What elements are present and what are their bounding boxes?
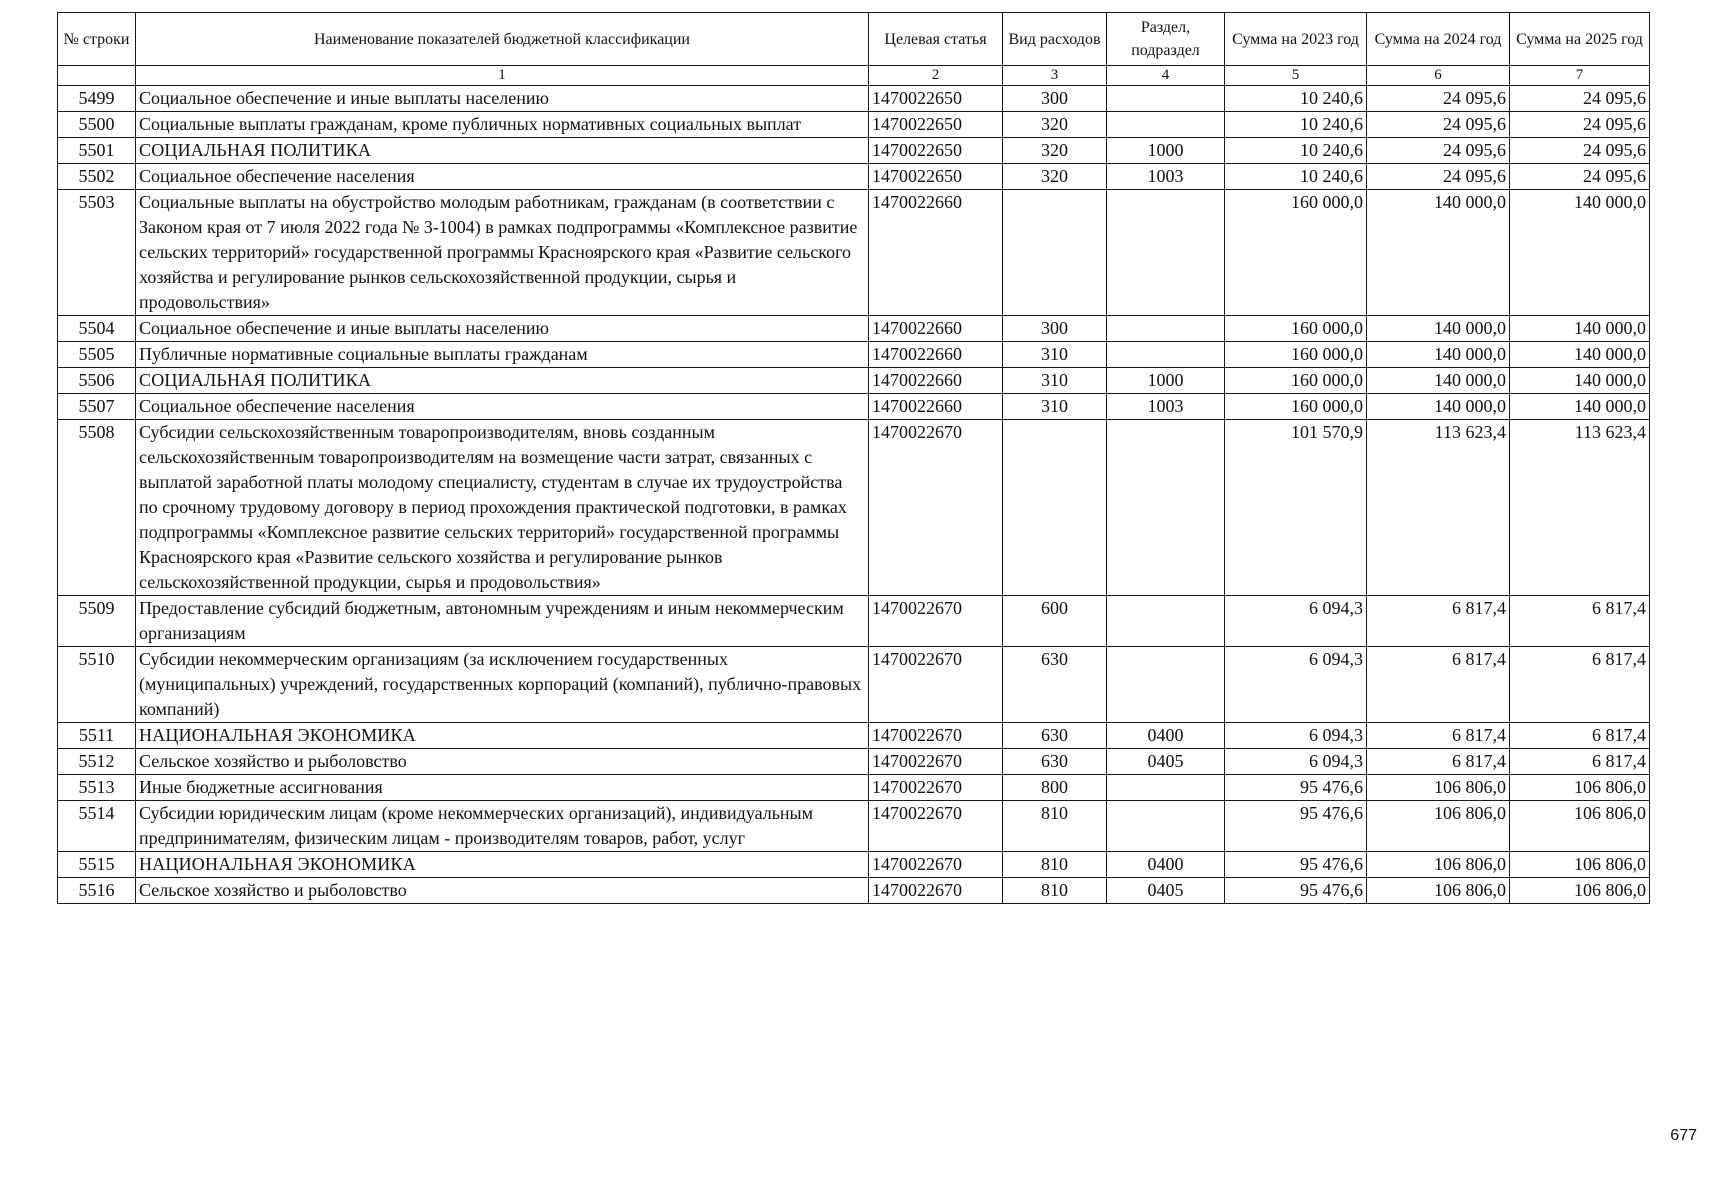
- expense-type-cell: 810: [1003, 852, 1107, 878]
- header-section: Раздел, подраздел: [1107, 13, 1225, 66]
- section-cell: [1107, 801, 1225, 852]
- table-row: [58, 342, 1650, 368]
- expense-type-cell: 630: [1003, 647, 1107, 723]
- target-article-cell: 1470022670: [869, 596, 1003, 647]
- sum-2025-cell: 140 000,0: [1510, 368, 1650, 394]
- sum-2023-cell: 10 240,6: [1225, 112, 1367, 138]
- column-number: 6: [1367, 66, 1510, 86]
- section-cell: 0405: [1107, 749, 1225, 775]
- section-cell: [1107, 775, 1225, 801]
- expense-type-cell: 320: [1003, 112, 1107, 138]
- expense-type-cell: 300: [1003, 316, 1107, 342]
- indicator-name-cell: СОЦИАЛЬНАЯ ПОЛИТИКА: [136, 138, 869, 164]
- table-row: [58, 112, 1650, 138]
- expense-type-cell: 310: [1003, 368, 1107, 394]
- table-row: [58, 775, 1650, 801]
- section-cell: 1000: [1107, 138, 1225, 164]
- sum-2023-cell: 10 240,6: [1225, 86, 1367, 112]
- table-row: [58, 723, 1650, 749]
- column-number: 3: [1003, 66, 1107, 86]
- indicator-name-cell: Субсидии некоммерческим организациям (за исключением государственных (муниципальных) учреждений, государственных корпораций (компаний), публично-правовых компаний): [136, 647, 869, 723]
- sum-2025-cell: 24 095,6: [1510, 112, 1650, 138]
- target-article-cell: 1470022670: [869, 878, 1003, 904]
- sum-2023-cell: 101 570,9: [1225, 420, 1367, 596]
- column-number: [58, 66, 136, 86]
- indicator-name-cell: Субсидии сельскохозяйственным товаропроизводителям, вновь созданным сельскохозяйственным товаропроизводителям на возмещение части затрат, связанных с выплатой заработной платы молодому специалисту, студентам в случае их трудоустройства по срочному трудовому договору в период прохождения практической подготовки, в рамках подпрограммы «Комплексное развитие сельских территорий» государственной программы Красноярского края «Развитие сельского хозяйства и регулирование рынков сельскохозяйственной продукции, сырья и продовольствия»: [136, 420, 869, 596]
- sum-2025-cell: 106 806,0: [1510, 801, 1650, 852]
- target-article-cell: 1470022650: [869, 86, 1003, 112]
- column-number: 2: [869, 66, 1003, 86]
- column-number: 7: [1510, 66, 1650, 86]
- sum-2023-cell: 6 094,3: [1225, 647, 1367, 723]
- sum-2023-cell: 95 476,6: [1225, 801, 1367, 852]
- expense-type-cell: 310: [1003, 342, 1107, 368]
- sum-2025-cell: 140 000,0: [1510, 190, 1650, 316]
- sum-2024-cell: 140 000,0: [1367, 394, 1510, 420]
- sum-2023-cell: 10 240,6: [1225, 164, 1367, 190]
- sum-2025-cell: 140 000,0: [1510, 342, 1650, 368]
- expense-type-cell: 300: [1003, 86, 1107, 112]
- page-number: 677: [1670, 1127, 1697, 1144]
- table-row: [58, 138, 1650, 164]
- target-article-cell: 1470022670: [869, 420, 1003, 596]
- indicator-name-cell: Сельское хозяйство и рыболовство: [136, 878, 869, 904]
- section-cell: [1107, 342, 1225, 368]
- target-article-cell: 1470022670: [869, 647, 1003, 723]
- table-row: [58, 749, 1650, 775]
- header-sum-2024: Сумма на 2024 год: [1367, 13, 1510, 66]
- row-number-cell: 5512: [58, 749, 136, 775]
- sum-2025-cell: 24 095,6: [1510, 86, 1650, 112]
- row-number-cell: 5499: [58, 86, 136, 112]
- table-header: [58, 13, 1650, 86]
- table-body: [58, 86, 1650, 904]
- section-cell: 1000: [1107, 368, 1225, 394]
- indicator-name-cell: Публичные нормативные социальные выплаты гражданам: [136, 342, 869, 368]
- row-number-cell: 5507: [58, 394, 136, 420]
- expense-type-cell: 810: [1003, 878, 1107, 904]
- indicator-name-cell: Субсидии юридическим лицам (кроме некоммерческих организаций), индивидуальным предпринимателям, физическим лицам - производителям товаров, работ, услуг: [136, 801, 869, 852]
- column-numbers-row: [58, 66, 1650, 86]
- header-row-number: № строки: [58, 13, 136, 66]
- expense-type-cell: [1003, 420, 1107, 596]
- expense-type-cell: 320: [1003, 138, 1107, 164]
- sum-2025-cell: 24 095,6: [1510, 164, 1650, 190]
- row-number-cell: 5508: [58, 420, 136, 596]
- sum-2023-cell: 95 476,6: [1225, 878, 1367, 904]
- table-row: [58, 878, 1650, 904]
- sum-2024-cell: 6 817,4: [1367, 723, 1510, 749]
- expense-type-cell: 810: [1003, 801, 1107, 852]
- target-article-cell: 1470022660: [869, 190, 1003, 316]
- section-cell: [1107, 420, 1225, 596]
- table-row: [58, 394, 1650, 420]
- indicator-name-cell: Предоставление субсидий бюджетным, автономным учреждениям и иным некоммерческим организациям: [136, 596, 869, 647]
- indicator-name-cell: Иные бюджетные ассигнования: [136, 775, 869, 801]
- section-cell: [1107, 112, 1225, 138]
- sum-2023-cell: 160 000,0: [1225, 342, 1367, 368]
- target-article-cell: 1470022670: [869, 801, 1003, 852]
- sum-2023-cell: 6 094,3: [1225, 723, 1367, 749]
- sum-2024-cell: 24 095,6: [1367, 86, 1510, 112]
- indicator-name-cell: Социальное обеспечение населения: [136, 394, 869, 420]
- table-row: [58, 420, 1650, 596]
- table-row: [58, 852, 1650, 878]
- row-number-cell: 5513: [58, 775, 136, 801]
- sum-2024-cell: 106 806,0: [1367, 852, 1510, 878]
- header-sum-2023: Сумма на 2023 год: [1225, 13, 1367, 66]
- target-article-cell: 1470022660: [869, 394, 1003, 420]
- sum-2024-cell: 106 806,0: [1367, 775, 1510, 801]
- expense-type-cell: 600: [1003, 596, 1107, 647]
- sum-2023-cell: 10 240,6: [1225, 138, 1367, 164]
- sum-2024-cell: 106 806,0: [1367, 878, 1510, 904]
- sum-2025-cell: 140 000,0: [1510, 316, 1650, 342]
- target-article-cell: 1470022650: [869, 138, 1003, 164]
- section-cell: [1107, 86, 1225, 112]
- sum-2025-cell: 113 623,4: [1510, 420, 1650, 596]
- row-number-cell: 5509: [58, 596, 136, 647]
- expense-type-cell: 800: [1003, 775, 1107, 801]
- sum-2024-cell: 140 000,0: [1367, 316, 1510, 342]
- sum-2023-cell: 160 000,0: [1225, 190, 1367, 316]
- header-target-article: Целевая статья: [869, 13, 1003, 66]
- sum-2024-cell: 140 000,0: [1367, 368, 1510, 394]
- row-number-cell: 5504: [58, 316, 136, 342]
- indicator-name-cell: НАЦИОНАЛЬНАЯ ЭКОНОМИКА: [136, 852, 869, 878]
- table-row: [58, 190, 1650, 316]
- row-number-cell: 5506: [58, 368, 136, 394]
- row-number-cell: 5511: [58, 723, 136, 749]
- row-number-cell: 5515: [58, 852, 136, 878]
- sum-2025-cell: 106 806,0: [1510, 878, 1650, 904]
- sum-2025-cell: 6 817,4: [1510, 647, 1650, 723]
- expense-type-cell: 310: [1003, 394, 1107, 420]
- target-article-cell: 1470022660: [869, 316, 1003, 342]
- section-cell: 0400: [1107, 852, 1225, 878]
- section-cell: [1107, 647, 1225, 723]
- column-number: 4: [1107, 66, 1225, 86]
- section-cell: 0400: [1107, 723, 1225, 749]
- sum-2023-cell: 6 094,3: [1225, 596, 1367, 647]
- row-number-cell: 5516: [58, 878, 136, 904]
- table-row: [58, 647, 1650, 723]
- indicator-name-cell: Социальное обеспечение и иные выплаты населению: [136, 316, 869, 342]
- target-article-cell: 1470022670: [869, 749, 1003, 775]
- target-article-cell: 1470022670: [869, 723, 1003, 749]
- table-row: [58, 316, 1650, 342]
- indicator-name-cell: НАЦИОНАЛЬНАЯ ЭКОНОМИКА: [136, 723, 869, 749]
- sum-2025-cell: 140 000,0: [1510, 394, 1650, 420]
- sum-2023-cell: 160 000,0: [1225, 368, 1367, 394]
- row-number-cell: 5501: [58, 138, 136, 164]
- row-number-cell: 5503: [58, 190, 136, 316]
- sum-2024-cell: 24 095,6: [1367, 138, 1510, 164]
- indicator-name-cell: Социальное обеспечение населения: [136, 164, 869, 190]
- sum-2024-cell: 6 817,4: [1367, 596, 1510, 647]
- row-number-cell: 5500: [58, 112, 136, 138]
- column-number: 5: [1225, 66, 1367, 86]
- sum-2023-cell: 95 476,6: [1225, 775, 1367, 801]
- sum-2024-cell: 140 000,0: [1367, 190, 1510, 316]
- expense-type-cell: 320: [1003, 164, 1107, 190]
- table-row: [58, 368, 1650, 394]
- section-cell: [1107, 190, 1225, 316]
- sum-2024-cell: 24 095,6: [1367, 164, 1510, 190]
- sum-2025-cell: 6 817,4: [1510, 723, 1650, 749]
- target-article-cell: 1470022650: [869, 112, 1003, 138]
- budget-classification-table: [57, 12, 1650, 904]
- sum-2023-cell: 160 000,0: [1225, 316, 1367, 342]
- sum-2023-cell: 160 000,0: [1225, 394, 1367, 420]
- sum-2025-cell: 24 095,6: [1510, 138, 1650, 164]
- section-cell: [1107, 316, 1225, 342]
- row-number-cell: 5510: [58, 647, 136, 723]
- sum-2023-cell: 6 094,3: [1225, 749, 1367, 775]
- target-article-cell: 1470022660: [869, 342, 1003, 368]
- section-cell: 1003: [1107, 394, 1225, 420]
- row-number-cell: 5502: [58, 164, 136, 190]
- expense-type-cell: [1003, 190, 1107, 316]
- target-article-cell: 1470022670: [869, 852, 1003, 878]
- row-number-cell: 5514: [58, 801, 136, 852]
- indicator-name-cell: СОЦИАЛЬНАЯ ПОЛИТИКА: [136, 368, 869, 394]
- table-row: [58, 164, 1650, 190]
- target-article-cell: 1470022650: [869, 164, 1003, 190]
- indicator-name-cell: Сельское хозяйство и рыболовство: [136, 749, 869, 775]
- sum-2024-cell: 106 806,0: [1367, 801, 1510, 852]
- section-cell: 0405: [1107, 878, 1225, 904]
- sum-2025-cell: 106 806,0: [1510, 852, 1650, 878]
- sum-2025-cell: 6 817,4: [1510, 596, 1650, 647]
- header-row: [58, 13, 1650, 66]
- sum-2024-cell: 140 000,0: [1367, 342, 1510, 368]
- header-sum-2025: Сумма на 2025 год: [1510, 13, 1650, 66]
- sum-2024-cell: 113 623,4: [1367, 420, 1510, 596]
- header-expense-type: Вид расходов: [1003, 13, 1107, 66]
- target-article-cell: 1470022670: [869, 775, 1003, 801]
- table-row: [58, 801, 1650, 852]
- sum-2025-cell: 106 806,0: [1510, 775, 1650, 801]
- target-article-cell: 1470022660: [869, 368, 1003, 394]
- column-number: 1: [136, 66, 869, 86]
- indicator-name-cell: Социальные выплаты на обустройство молодым работникам, гражданам (в соответствии с Законом края от 7 июля 2022 года № 3-1004) в рамках подпрограммы «Комплексное развитие сельских территорий» государственной программы Красноярского края «Развитие сельского хозяйства и регулирование рынков сельскохозяйственной продукции, сырья и продовольствия»: [136, 190, 869, 316]
- sum-2023-cell: 95 476,6: [1225, 852, 1367, 878]
- sum-2024-cell: 6 817,4: [1367, 647, 1510, 723]
- section-cell: [1107, 596, 1225, 647]
- expense-type-cell: 630: [1003, 723, 1107, 749]
- sum-2024-cell: 24 095,6: [1367, 112, 1510, 138]
- section-cell: 1003: [1107, 164, 1225, 190]
- table-row: [58, 596, 1650, 647]
- sum-2024-cell: 6 817,4: [1367, 749, 1510, 775]
- indicator-name-cell: Социальные выплаты гражданам, кроме публичных нормативных социальных выплат: [136, 112, 869, 138]
- header-name: Наименование показателей бюджетной классификации: [136, 13, 869, 66]
- indicator-name-cell: Социальное обеспечение и иные выплаты населению: [136, 86, 869, 112]
- row-number-cell: 5505: [58, 342, 136, 368]
- sum-2025-cell: 6 817,4: [1510, 749, 1650, 775]
- expense-type-cell: 630: [1003, 749, 1107, 775]
- table-row: [58, 86, 1650, 112]
